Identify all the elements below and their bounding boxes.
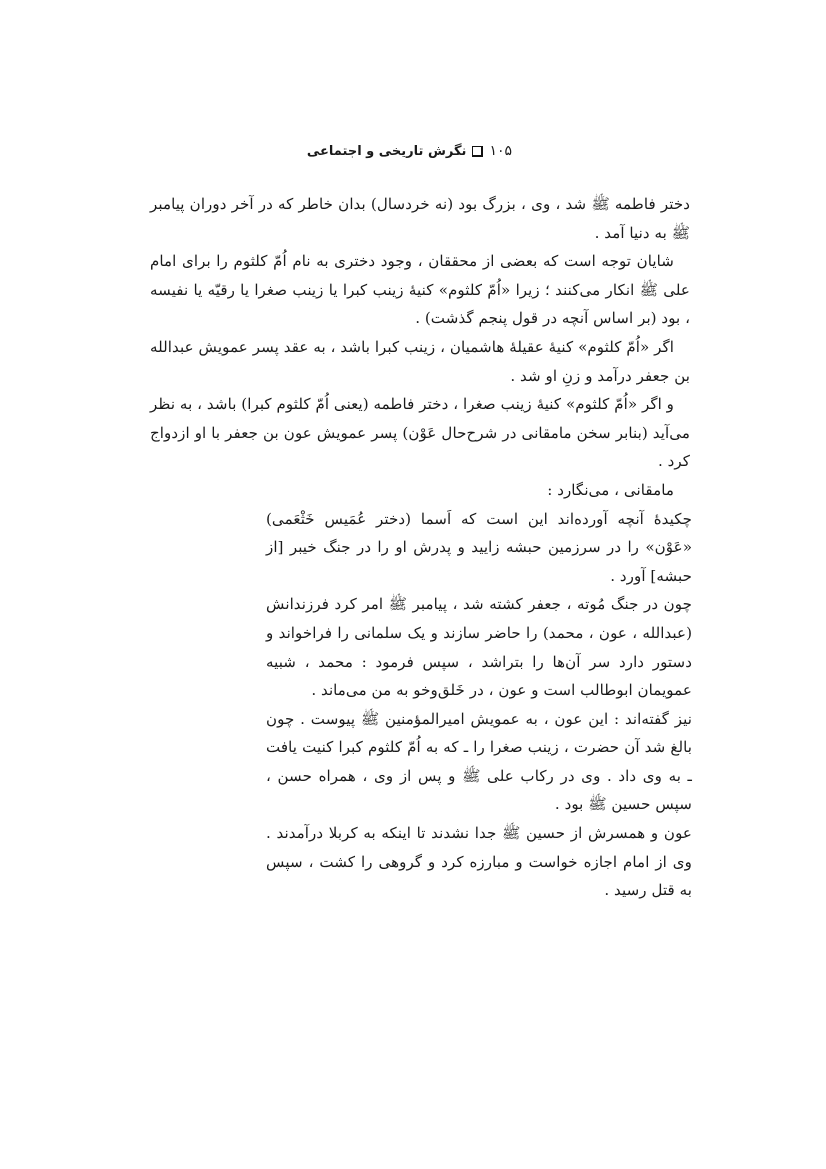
paragraph: مامقانی ، می‌نگارد : (547, 480, 674, 499)
main-text (150, 190, 690, 905)
paragraph: شایان توجه است که بعضی از محققان ، وجود دختری به نام اُمّ کلثوم را برای امام علی ﷺ انکار می‌کنند ؛ زیرا «اُمّ کلثوم» کنیهٔ زینب کبرا یا زینب صغرا یا رقیّه یا نفیسه ، بود (بر اساس آنچه در قول پنجم گذشت) . (150, 252, 690, 328)
page-number: ۱۰۵ (489, 143, 512, 159)
block-quote (266, 505, 692, 905)
running-head-title: نگرش تاریخی و اجتماعی (306, 143, 467, 159)
paragraph: و اگر «اُمّ کلثوم» کنیهٔ زینب صغرا ، دختر فاطمه (یعنی اُمّ کلثوم کبرا) باشد ، به نظر می‌آید (بنابر سخن مامقانی در شرح‌حال عَوْن) پسر عمویش عون بن جعفر با او ازدواج کرد . (150, 395, 690, 471)
paragraph: دختر فاطمه ﷺ شد ، وی ، بزرگ بود (نه خردسال) بدان خاطر که در آخر دوران پیامبر ﷺ به دنیا آمد . (150, 195, 690, 242)
quote-paragraph: نیز گفته‌اند : این عون ، به عمویش امیرالمؤمنین ﷺ پیوست . چون بالغ شد آن حضرت ، زینب صغرا را ـ که به اُمّ کلثوم کبرا کنیت یافت ـ به وی داد . وی در رکاب علی ﷺ و پس از وی ، همراه حسن ، سپس حسین ﷺ بود . (266, 709, 692, 814)
quote-paragraph: چون در جنگ مُوته ، جعفر کشته شد ، پیامبر ﷺ امر کرد فرزندانش (عبدالله ، عون ، محمد) را حاضر سازند و یک سلمانی را فراخواند و دستور دارد سر آن‌ها را بتراشد ، سپس فرمود : محمد ، شبیه عمویمان ابوطالب است و عون ، در خَلق‌وخو به من می‌ماند . (266, 595, 692, 700)
quote-paragraph: چکیدهٔ آنچه آورده‌اند این است که اَسما (دختر عُمَیس خَثْعَمی) «عَوْن» را در سرزمین حبشه زایید و پدرش او را در جنگ خیبر [از حبشه] آورد . (266, 509, 692, 585)
book-page (150, 138, 690, 905)
quote-paragraph: عون و همسرش از حسین ﷺ جدا نشدند تا اینکه به کربلا درآمدند . وی از امام اجازه خواست و مبارزه کرد و گروهی را کشت ، سپس به قتل رسید . (266, 824, 692, 900)
paragraph: اگر «اُمّ کلثوم» کنیهٔ عقیلهٔ هاشمیان ، زینب کبرا باشد ، به عقد پسر عمویش عبدالله بن جعفر درآمد و زنِ او شد . (150, 337, 690, 385)
square-ornament-icon (472, 146, 483, 157)
running-header (150, 138, 512, 164)
